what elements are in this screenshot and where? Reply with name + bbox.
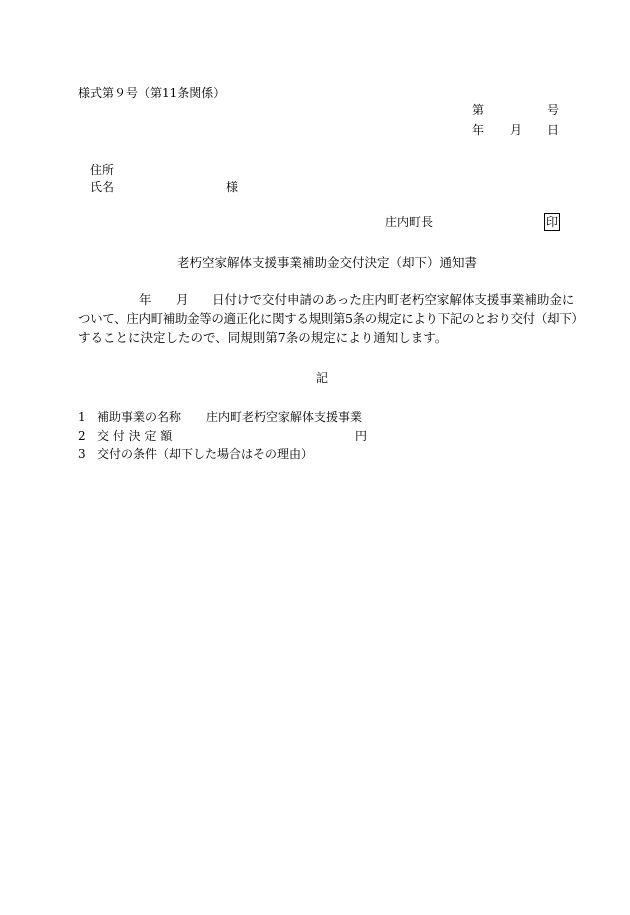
- issuer-title: 庄内町長: [385, 215, 434, 229]
- body-line-2: ついて、庄内町補助金等の適正化に関する規則第5条の規定により下記のとおり交付（却下）: [78, 311, 584, 326]
- date-month: 月: [510, 123, 523, 137]
- document-title: 老朽空家解体支援事業補助金交付決定（却下）通知書: [177, 255, 478, 270]
- item-number: 2: [78, 429, 86, 443]
- body-line-3: することに決定したので、同規則第7条の規定により通知します。: [78, 330, 448, 345]
- form-number: 様式第９号（第11条関係）: [78, 86, 226, 100]
- item-value: 円: [355, 429, 368, 443]
- body-month: 月: [176, 292, 189, 307]
- item-number: 3: [78, 447, 86, 461]
- doc-number-prefix: 第: [472, 103, 485, 117]
- date-year: 年: [472, 123, 485, 137]
- date-day: 日: [547, 123, 560, 137]
- item-number: 1: [78, 410, 86, 424]
- item-label: 補助事業の名称: [97, 410, 182, 424]
- body-year: 年: [139, 292, 152, 307]
- seal-box: 印: [545, 215, 558, 229]
- ki-heading: 記: [316, 371, 329, 385]
- honorific: 様: [226, 180, 239, 194]
- address-label: 住所: [90, 163, 115, 177]
- doc-number-suffix: 号: [547, 103, 560, 117]
- item-label: 交付の条件（却下した場合はその理由）: [97, 447, 314, 461]
- body-line-1: 日付けで交付申請のあった庄内町老朽空家解体支援事業補助金に: [212, 292, 575, 307]
- item-value: 庄内町老朽空家解体支援事業: [206, 410, 363, 424]
- item-label: 交 付 決 定 額: [97, 429, 173, 443]
- name-label: 氏名: [90, 180, 115, 194]
